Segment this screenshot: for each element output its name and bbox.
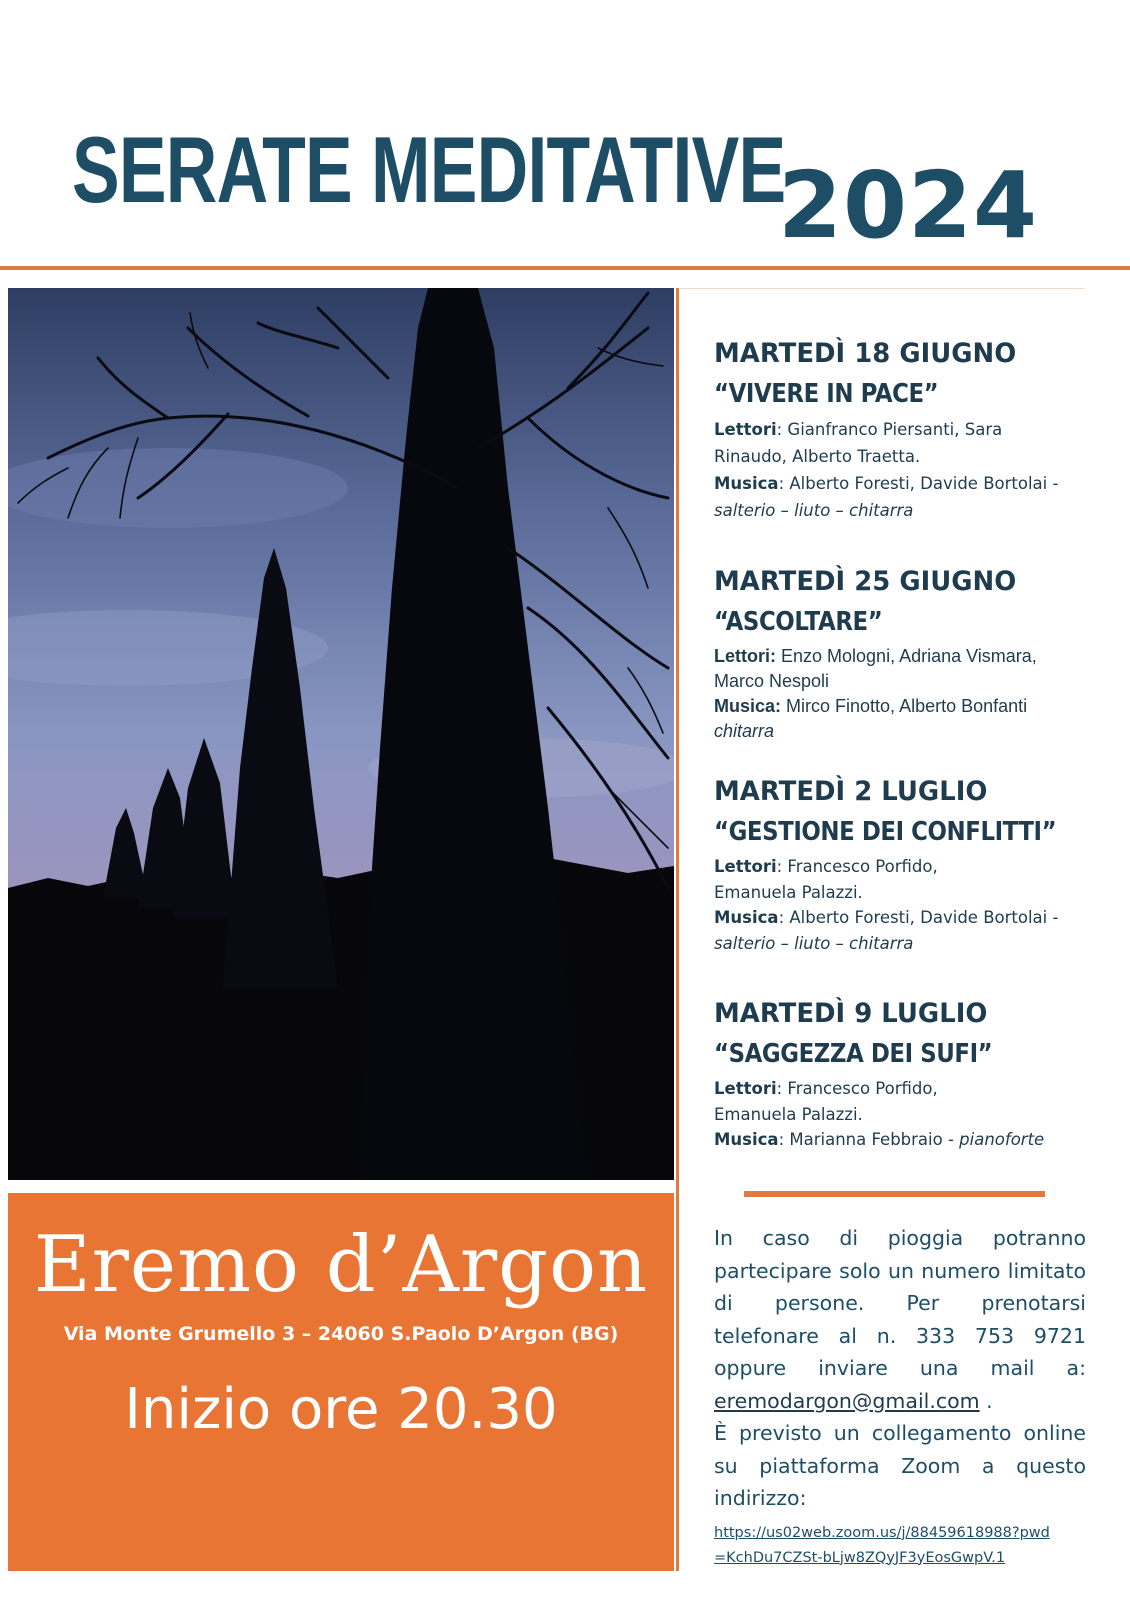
booking-info [714,1222,1086,1571]
event-readers-cont: Marco Nespoli [714,671,830,691]
readers-label: Lettori [714,1079,777,1098]
info-line: partecipare solo un numero limitato [714,1258,1086,1283]
cypress-trees-silhouette-icon [8,288,674,1180]
music-names: Mirco Finotto, Alberto Bonfanti [781,696,1028,716]
readers-label: Lettori [714,857,777,876]
poster-title: SERATE MEDITATIVE [72,117,786,222]
zoom-url-part2[interactable]: =KchDu7CZSt-bLjw8ZQyJF3yEosGwpV.1 [714,1549,1006,1566]
info-line: In caso di pioggia potranno [714,1226,1086,1250]
music-label: Musica [714,1130,779,1149]
cypress-trees-photo [8,288,674,1180]
music-label: Musica [714,908,779,927]
music-label: Musica [714,474,779,493]
event-item [714,996,1088,1153]
event-instruments: chitarra [714,721,775,741]
info-line: telefonare al n. 333 753 9721 [714,1323,1086,1348]
info-divider [744,1191,1045,1197]
event-readers [714,854,1088,880]
info-line: di persone. Per prenotarsi [714,1291,1086,1315]
info-line: È previsto un collegamento online [714,1421,1086,1445]
event-readers [714,1076,1088,1102]
start-time: Inizio ore 20.30 [124,1377,558,1442]
email-suffix: . [979,1388,993,1413]
music-names: : Alberto Foresti, Davide Bortolai - [778,908,1059,927]
zoom-link-cont[interactable] [714,1546,1086,1571]
event-topic: “SAGGEZZA DEI SUFI” [714,1039,993,1069]
event-item [714,564,1088,744]
event-music [714,905,1088,931]
event-music [714,694,1088,719]
info-line: su piattaforma Zoom a questo [714,1453,1086,1478]
readers-label: Lettori: [714,646,776,666]
zoom-link[interactable] [714,1521,1086,1546]
header-divider [0,266,1130,270]
music-label: Musica: [714,696,782,716]
email-line [714,1385,1086,1418]
event-item [714,774,1088,956]
event-date: MARTEDÌ 2 LUGLIO [714,776,988,807]
readers-names: Enzo Mologni, Adriana Vismara, [776,646,1037,666]
event-music [714,470,1088,497]
event-item [714,336,1088,524]
event-topic: “ASCOLTARE” [714,607,883,637]
event-music [714,1127,1088,1153]
venue-address: Via Monte Grumello 3 – 24060 S.Paolo D’Argon (BG) [63,1323,619,1345]
event-readers-cont: Emanuela Palazzi. [714,882,863,902]
readers-names: : Francesco Porfido, [776,1079,938,1098]
event-date: MARTEDÌ 18 GIUGNO [714,338,1017,369]
info-line: indirizzo: [714,1486,807,1510]
event-readers [714,644,1088,669]
zoom-url-part1[interactable]: https://us02web.zoom.us/j/88459618988?pwd [714,1524,1050,1541]
event-instruments: salterio – liuto – chitarra [714,501,914,520]
eremo-logo: Eremo d’Argon [33,1220,649,1310]
music-names: : Alberto Foresti, Davide Bortolai - [778,474,1059,493]
email-link[interactable]: eremodargon@gmail.com [714,1388,980,1413]
event-readers-cont: Rinaudo, Alberto Traetta. [714,447,921,466]
readers-label: Lettori [714,420,777,439]
venue-panel [8,1193,674,1571]
readers-names: : Francesco Porfido, [776,857,938,876]
event-date: MARTEDÌ 9 LUGLIO [714,998,988,1029]
event-instruments: pianoforte [959,1130,1045,1149]
event-date: MARTEDÌ 25 GIUGNO [714,566,1017,597]
event-topic: “GESTIONE DEI CONFLITTI” [714,817,1057,847]
readers-names: : Gianfranco Piersanti, Sara [776,420,1003,439]
event-readers-cont: Emanuela Palazzi. [714,1104,863,1124]
music-names: : Marianna Febbraio - [778,1130,960,1149]
right-column-top-line [680,288,1085,289]
event-readers [714,416,1088,443]
event-instruments: salterio – liuto – chitarra [714,933,914,953]
info-line: oppure inviare una mail a: [714,1356,1086,1380]
event-topic: “VIVERE IN PACE” [714,379,939,409]
poster-year: 2024 [778,152,1039,259]
column-divider [676,288,679,1571]
